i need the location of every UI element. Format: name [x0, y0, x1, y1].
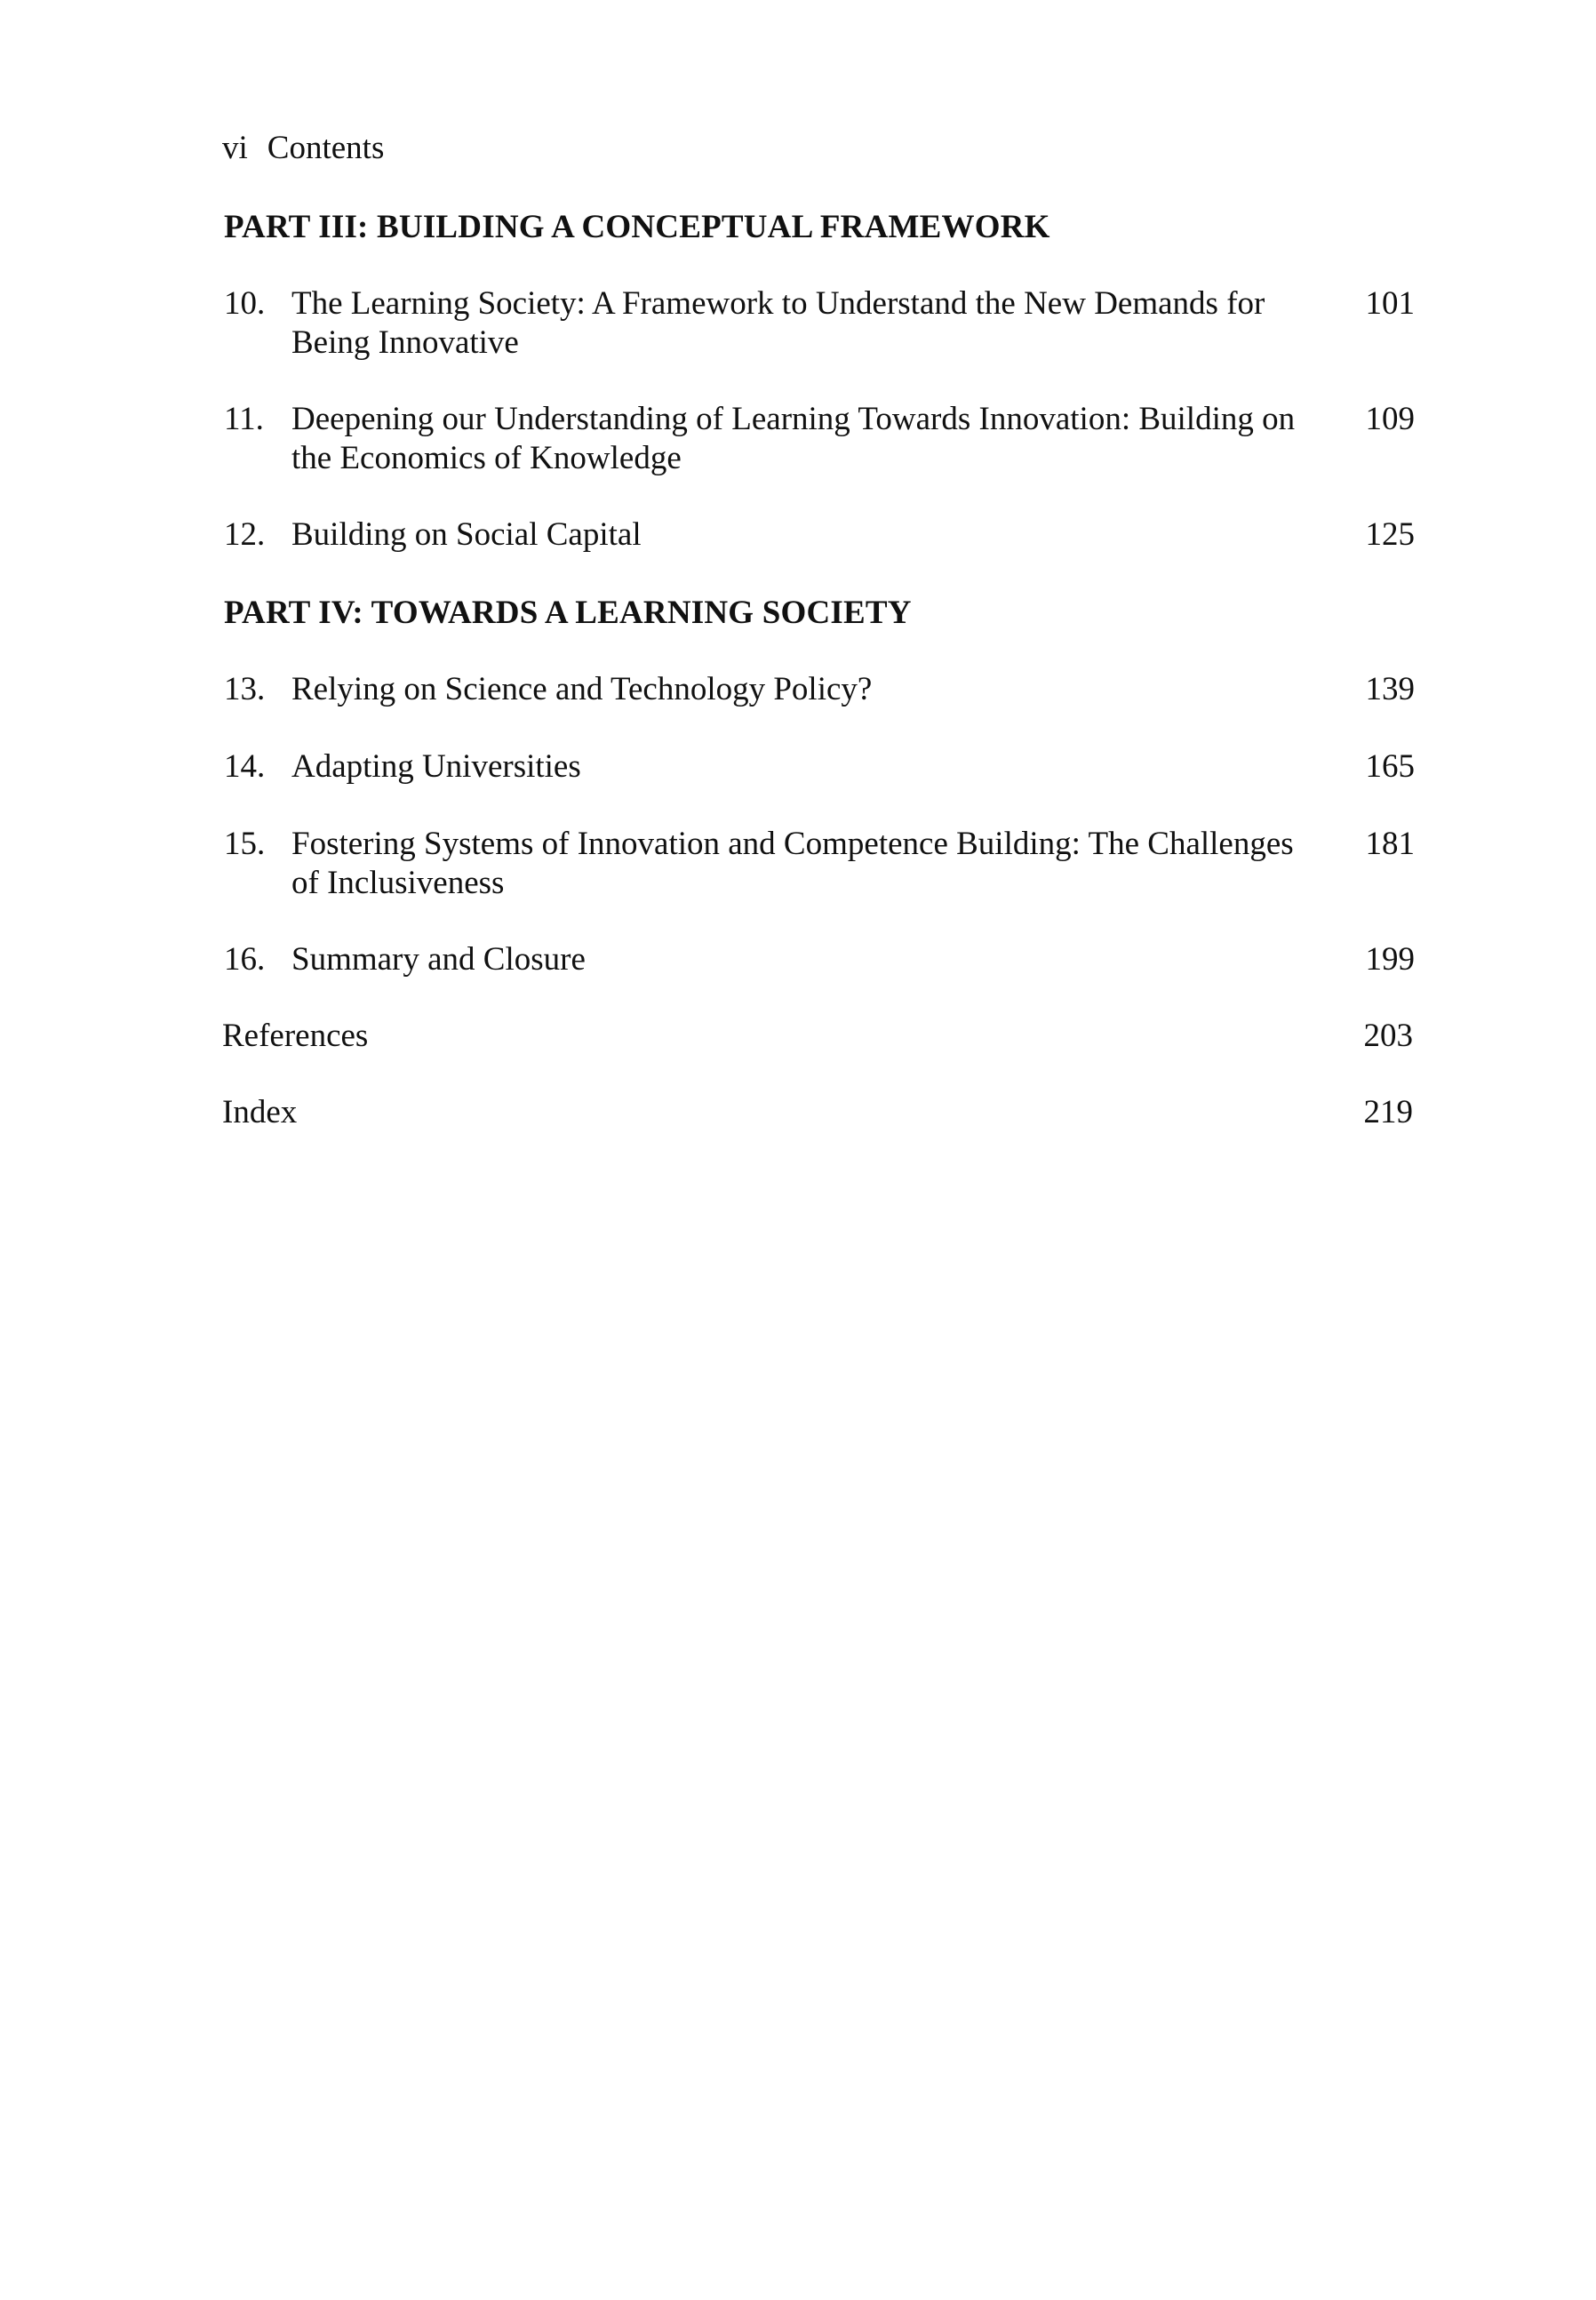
page-number: 139 — [1365, 671, 1415, 707]
chapter-title: Adapting Universities — [291, 748, 581, 785]
chapter-title: The Learning Society: A Framework to Understand the New Demands for Being Innovative — [291, 285, 1265, 361]
page-number: 165 — [1365, 748, 1415, 785]
part-heading: PART IV: TOWARDS A LEARNING SOCIETY — [224, 595, 912, 631]
running-head-title: Contents — [267, 130, 385, 166]
chapter-title: Building on Social Capital — [291, 516, 642, 553]
chapter-number: 11. — [224, 401, 264, 437]
chapter-title: Relying on Science and Technology Policy? — [291, 671, 873, 707]
chapter-number: 12. — [224, 516, 266, 553]
back-matter-title: Index — [222, 1094, 298, 1130]
part-heading: PART III: BUILDING A CONCEPTUAL FRAMEWORK — [224, 209, 1050, 245]
page-number: 203 — [1363, 1018, 1413, 1054]
page-number: 125 — [1365, 516, 1415, 553]
page-folio: vi — [222, 130, 248, 166]
toc-entry — [224, 670, 1415, 709]
toc-entry — [224, 284, 1415, 363]
chapter-number: 10. — [224, 285, 266, 322]
back-matter-title: References — [222, 1018, 369, 1054]
toc-entry — [224, 940, 1415, 979]
toc-entry — [224, 515, 1415, 555]
chapter-number: 15. — [224, 826, 266, 862]
page-number: 109 — [1365, 401, 1415, 437]
toc-entry — [224, 400, 1415, 478]
chapter-number: 14. — [224, 748, 266, 785]
toc-entry-references — [222, 1017, 1413, 1056]
toc-entry — [224, 747, 1415, 787]
page-number: 101 — [1365, 285, 1415, 322]
chapter-title: Summary and Closure — [291, 941, 586, 978]
page-number: 199 — [1365, 941, 1415, 978]
page-number: 219 — [1363, 1094, 1413, 1130]
chapter-number: 16. — [224, 941, 266, 978]
chapter-title: Deepening our Understanding of Learning Towards Innovation: Building on the Economics of Knowledge — [291, 401, 1296, 476]
toc-entry — [224, 825, 1415, 903]
chapter-number: 13. — [224, 671, 266, 707]
chapter-title: Fostering Systems of Innovation and Competence Building: The Challenges of Inclusiveness — [291, 826, 1294, 901]
running-head — [222, 126, 384, 171]
toc-entry-index — [222, 1093, 1413, 1132]
page-number: 181 — [1365, 826, 1415, 862]
